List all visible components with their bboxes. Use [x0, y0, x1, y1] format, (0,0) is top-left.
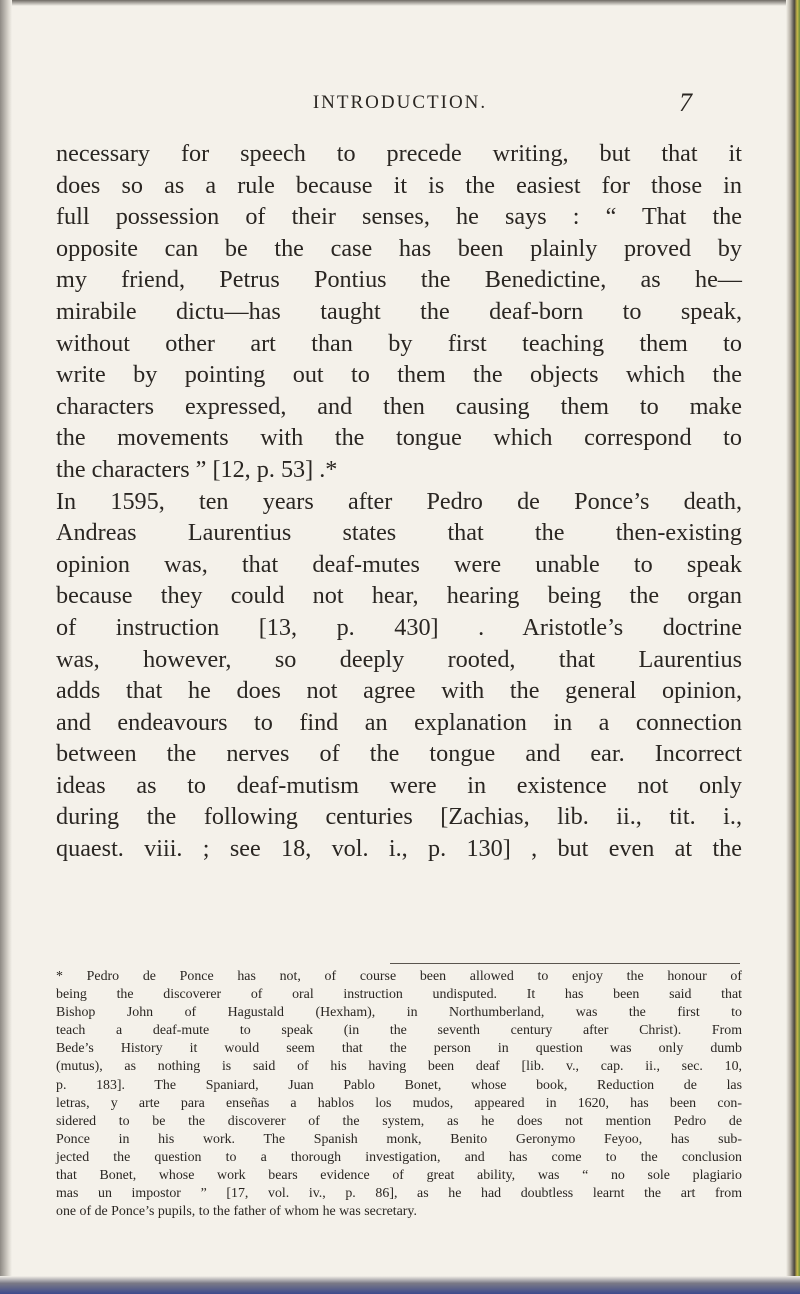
body-line: my friend, Petrus Pontius the Benedictine, as he—	[56, 266, 742, 294]
footnote	[56, 968, 742, 1221]
footnote-line: * Pedro de Ponce has not, of course been allowed to enjoy the honour of	[56, 969, 742, 984]
body-line: mirabile dictu—has taught the deaf-born to speak,	[56, 297, 742, 325]
body-line: opposite can be the case has been plainly proved by	[56, 234, 742, 262]
body-line: opinion was, that deaf-mutes were unable to speak	[56, 550, 742, 578]
page-left-edge	[0, 0, 12, 1294]
footnote-line: Bishop John of Hagustald (Hexham), in Northumberland, was the first to	[56, 1005, 742, 1021]
body-line: between the nerves of the tongue and ear. Incorrect	[56, 740, 742, 768]
page-top-edge	[0, 0, 800, 6]
body-line: because they could not hear, hearing being the organ	[56, 582, 742, 610]
body-line: necessary for speech to precede writing, but that it	[56, 140, 742, 167]
body-line: of instruction [13, p. 430] . Aristotle’s doctrine	[56, 613, 742, 641]
footnote-line: Ponce in his work. The Spanish monk, Benito Geronymo Feyoo, has sub-	[56, 1131, 742, 1147]
footnote-line: that Bonet, whose work bears evidence of great ability, was “ no sole plagiario	[56, 1168, 742, 1184]
footnote-line: teach a deaf-mute to speak (in the seventh century after Christ). From	[56, 1023, 742, 1039]
footnote-line: being the discoverer of oral instruction undisputed. It has been said that	[56, 987, 742, 1003]
body-line: during the following centuries [Zachias, lib. ii., tit. i.,	[56, 803, 742, 831]
body-line: quaest. viii. ; see 18, vol. i., p. 130] , but even at the	[56, 835, 742, 863]
body-line: was, however, so deeply rooted, that Laurentius	[56, 645, 742, 673]
page-number: 7	[679, 88, 692, 117]
footnote-line: sidered to be the discoverer of the system, as he does not mention Pedro de	[56, 1113, 742, 1129]
footnote-line: (mutus), as nothing is said of his having been deaf [lib. v., cap. ii., sec. 10,	[56, 1059, 742, 1075]
body-line: does so as a rule because it is the easiest for those in	[56, 171, 742, 199]
running-head: INTRODUCTION.	[312, 92, 488, 113]
footnote-rule	[390, 963, 740, 964]
body-line: adds that he does not agree with the general opinion,	[56, 677, 742, 705]
body-line: Andreas Laurentius states that the then-existing	[56, 519, 742, 547]
footnote-line: one of de Ponce’s pupils, to the father of whom he was secretary.	[56, 1204, 417, 1220]
body-text	[56, 138, 742, 865]
page-right-edge	[786, 0, 800, 1294]
body-line: without other art than by first teaching them to	[56, 329, 742, 357]
body-line: In 1595, ten years after Pedro de Ponce’s death,	[56, 487, 742, 515]
body-line: full possession of their senses, he says : “ That the	[56, 203, 742, 231]
body-line: the characters ” [12, p. 53] .*	[56, 455, 338, 483]
footnote-line: jected the question to a thorough investigation, and has come to the conclusion	[56, 1149, 742, 1165]
footnote-line: p. 183]. The Spaniard, Juan Pablo Bonet, whose book, Reduction de las	[56, 1077, 742, 1093]
footnote-line: mas un impostor ” [17, vol. iv., p. 86], as he had doubtless learnt the art from	[56, 1186, 742, 1202]
body-line: ideas as to deaf-mutism were in existence not only	[56, 771, 742, 799]
page-header	[60, 88, 740, 122]
body-line: write by pointing out to them the objects which the	[56, 361, 742, 389]
page-bottom-edge	[0, 1276, 800, 1294]
body-line: the movements with the tongue which correspond to	[56, 424, 742, 452]
body-line: and endeavours to find an explanation in a connection	[56, 708, 742, 736]
body-line: characters expressed, and then causing them to make	[56, 392, 742, 420]
footnote-line: letras, y arte para enseñas a hablos los mudos, appeared in 1620, has been con-	[56, 1095, 742, 1111]
footnote-line: Bede’s History it would seem that the person in question was only dumb	[56, 1041, 742, 1057]
